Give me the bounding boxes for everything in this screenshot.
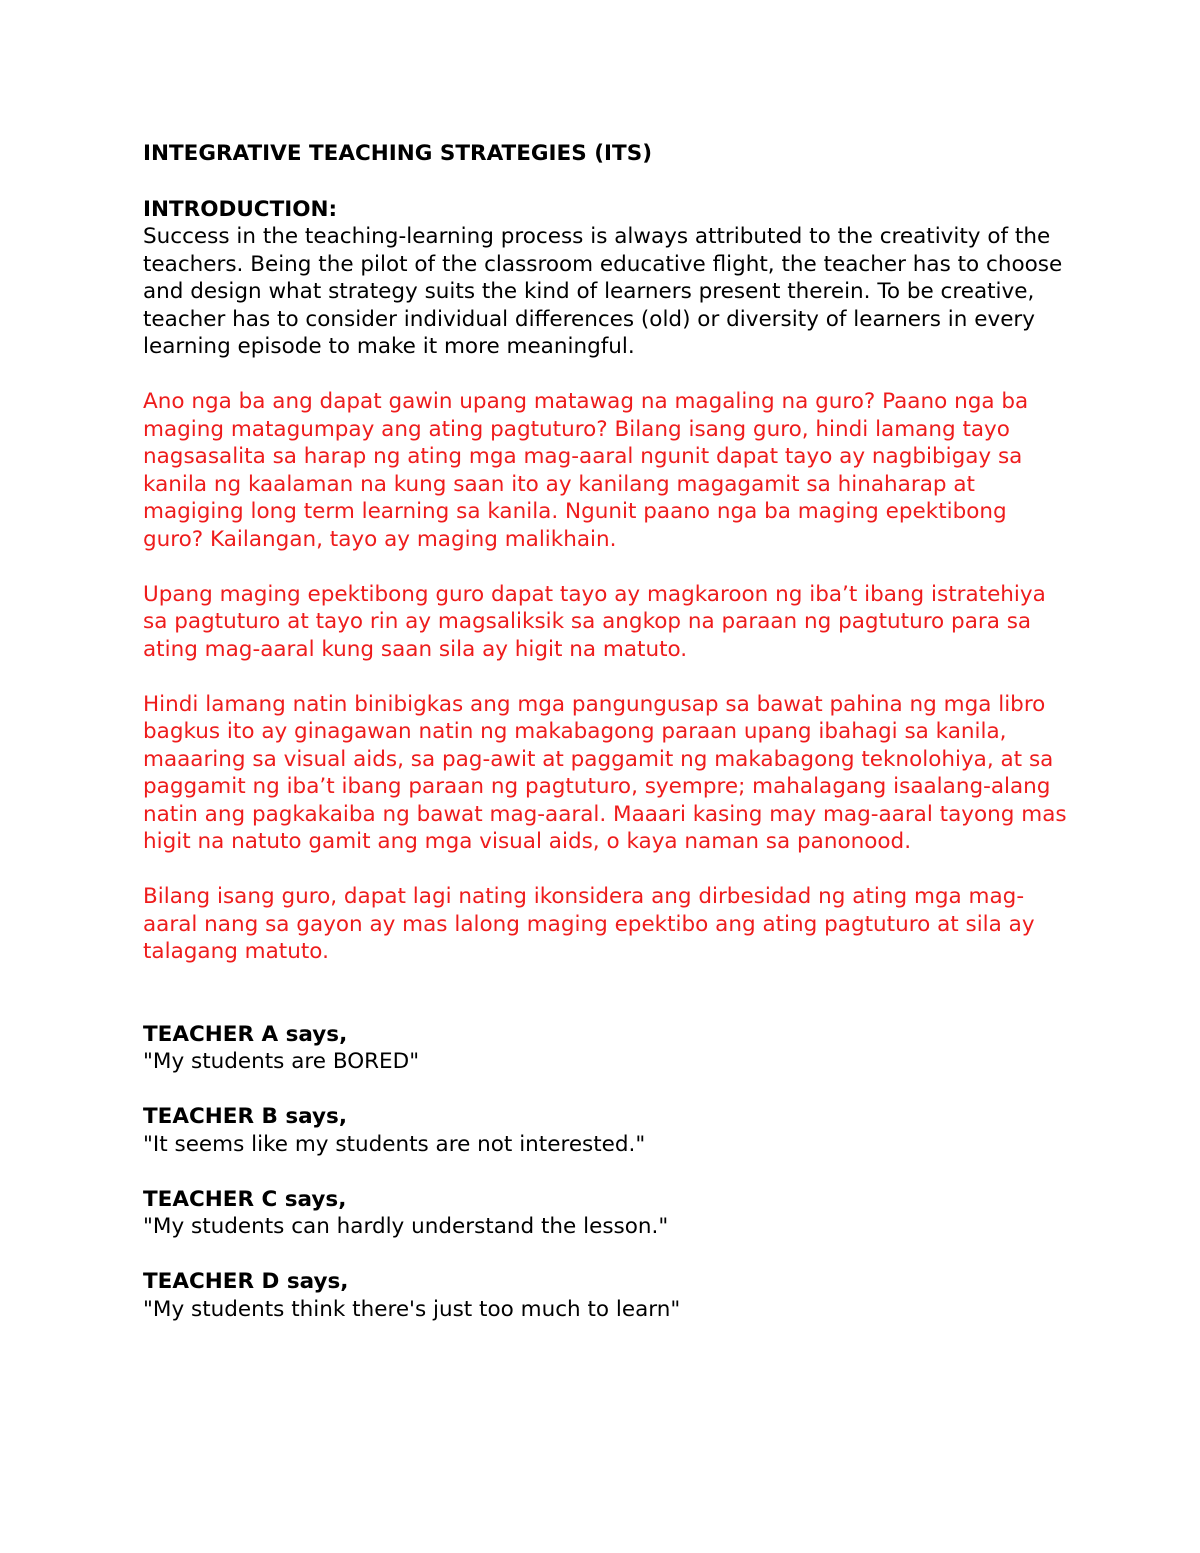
blank-line (143, 993, 1073, 1021)
teacher-a-block (143, 1021, 1073, 1076)
teacher-b-name: TEACHER B says, (143, 1104, 347, 1129)
document-title: INTEGRATIVE TEACHING STRATEGIES (ITS) (143, 141, 653, 166)
teacher-b-quote: "It seems like my students are not interested." (143, 1131, 646, 1157)
teacher-c-quote: "My students can hardly understand the lesson." (143, 1214, 669, 1239)
teacher-b-block (143, 1103, 1073, 1158)
tagalog-paragraph-4: Bilang isang guro, dapat lagi nating ikonsidera ang dirbesidad ng ating mga mag-aaral nang sa gayon ay mas lalong maging epektibo ang ating pagtuturo at sila ay talagang matuto. (143, 884, 1035, 964)
teacher-d-name: TEACHER D says, (143, 1269, 349, 1294)
intro-heading: INTRODUCTION: (143, 196, 338, 222)
tagalog-paragraph-3: Hindi lamang natin binibigkas ang mga pangungusap sa bawat pahina ng mga libro bagkus ito ay ginagawan natin ng makabagong paraan upang ibahagi sa kanila, maaaring sa visual aids, sa pag-awit at paggamit ng makabagong teknolohiya, at sa paggamit ng iba’t ibang paraan ng pagtuturo, syempre; mahalagang isaalang-alang natin ang pagkakaiba ng bawat mag-aaral. Maaari kasing may mag-aaral tayong mas higit na natuto gamit ang mga visual aids, o kaya naman sa panonood. (143, 691, 1067, 854)
teacher-d-block (143, 1268, 1073, 1323)
tagalog-paragraph-1: Ano nga ba ang dapat gawin upang matawag na magaling na guro? Paano nga ba maging matagumpay ang ating pagtuturo? Bilang isang guro, hindi lamang tayo nagsasalita sa harap ng ating mga mag-aaral ngunit dapat tayo ay nagbibigay sa kanila ng kaalaman na kung saan ito ay kanilang magagamit sa hinaharap at magiging long term learning sa kanila. Ngunit paano nga ba maging epektibong guro? Kailangan, tayo ay maging malikhain. (143, 389, 1029, 552)
teacher-a-quote: "My students are BORED" (143, 1049, 420, 1074)
tagalog-paragraph-2: Upang maging epektibong guro dapat tayo ay magkaroon ng iba’t ibang istratehiya sa pagtuturo at tayo rin ay magsaliksik sa angkop na paraan ng pagtuturo para sa ating mag-aaral kung saan sila ay higit na matuto. (143, 581, 1046, 662)
document-page (143, 140, 1073, 1351)
teacher-c-name: TEACHER C says, (143, 1186, 347, 1212)
teacher-c-block (143, 1186, 1073, 1241)
teacher-a-name: TEACHER A says, (143, 1021, 348, 1047)
intro-paragraph: Success in the teaching-learning process is always attributed to the creativity of the teachers. Being the pilot of the classroom educative flight, the teacher has to choose and design what strategy suits the kind of learners present therein. To be creative, teacher has to consider individual differences (old) or diversity of learners in every learning episode to make it more meaningful. (143, 224, 1063, 359)
teacher-d-quote: "My students think there's just too much to learn" (143, 1296, 681, 1322)
